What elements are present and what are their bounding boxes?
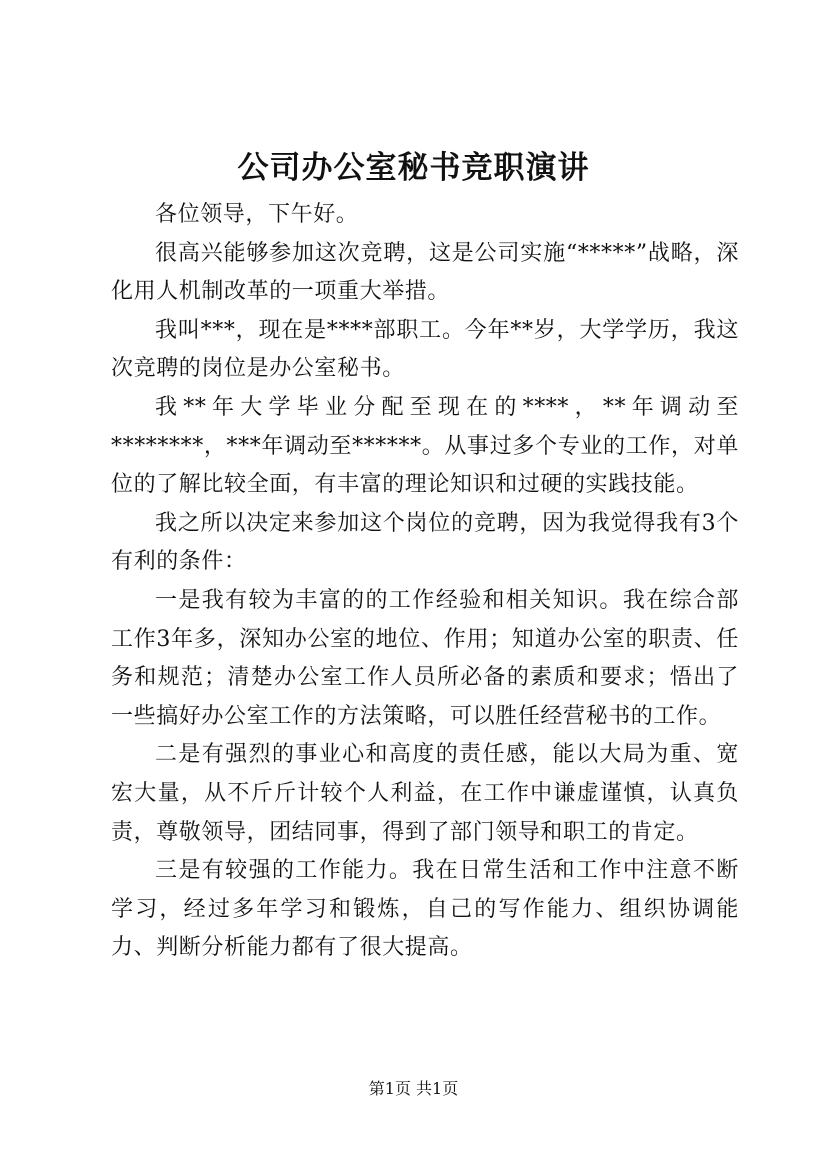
paragraph-greeting: 各位领导，下午好。 — [155, 202, 359, 227]
paragraph-condition-two: 二是有强烈的事业心和高度的责任感，能以大局为重、宽宏大量，从不斤斤计较个人利益，在工作中谦虚谨慎，认真负责，尊敬领导，团结同事，得到了部门领导和职工的肯定。 — [111, 742, 739, 845]
paragraph-intro: 很高兴能够参加这次竞聘，这是公司实施“*****”战略，深化用人机制改革的一项重大举措。 — [111, 240, 739, 305]
paragraph-work-history: 我**年大学毕业分配至现在的****，**年调动至********，***年调动至******。从事过多个专业的工作，对单位的了解比较全面，有丰富的理论知识和过硬的实践技能。 — [111, 394, 739, 498]
paragraph-self-introduction: 我叫***，现在是****部职工。今年**岁，大学学历，我这次竞聘的岗位是办公室秘书。 — [111, 317, 739, 382]
paragraph-conditions-intro: 我之所以决定来参加这个岗位的竞聘，因为我觉得我有3个有利的条件： — [111, 510, 739, 575]
paragraph-condition-three: 三是有较强的工作能力。我在日常生活和工作中注意不断学习，经过多年学习和锻炼，自己的写作能力、组织协调能力、判断分析能力都有了很大提高。 — [111, 858, 739, 961]
paragraph-condition-one: 一是我有较为丰富的的工作经验和相关知识。我在综合部工作3年多，深知办公室的地位、作用；知道办公室的职责、任务和规范；清楚办公室工作人员所必备的素质和要求；悟出了一些搞好办公室工作的方法策略，可以胜任经营秘书的工作。 — [111, 587, 739, 729]
page-number-footer: 第1页 共1页 — [368, 1079, 459, 1098]
document-title: 公司办公室秘书竞职演讲 — [237, 150, 590, 186]
document-body — [111, 196, 739, 968]
